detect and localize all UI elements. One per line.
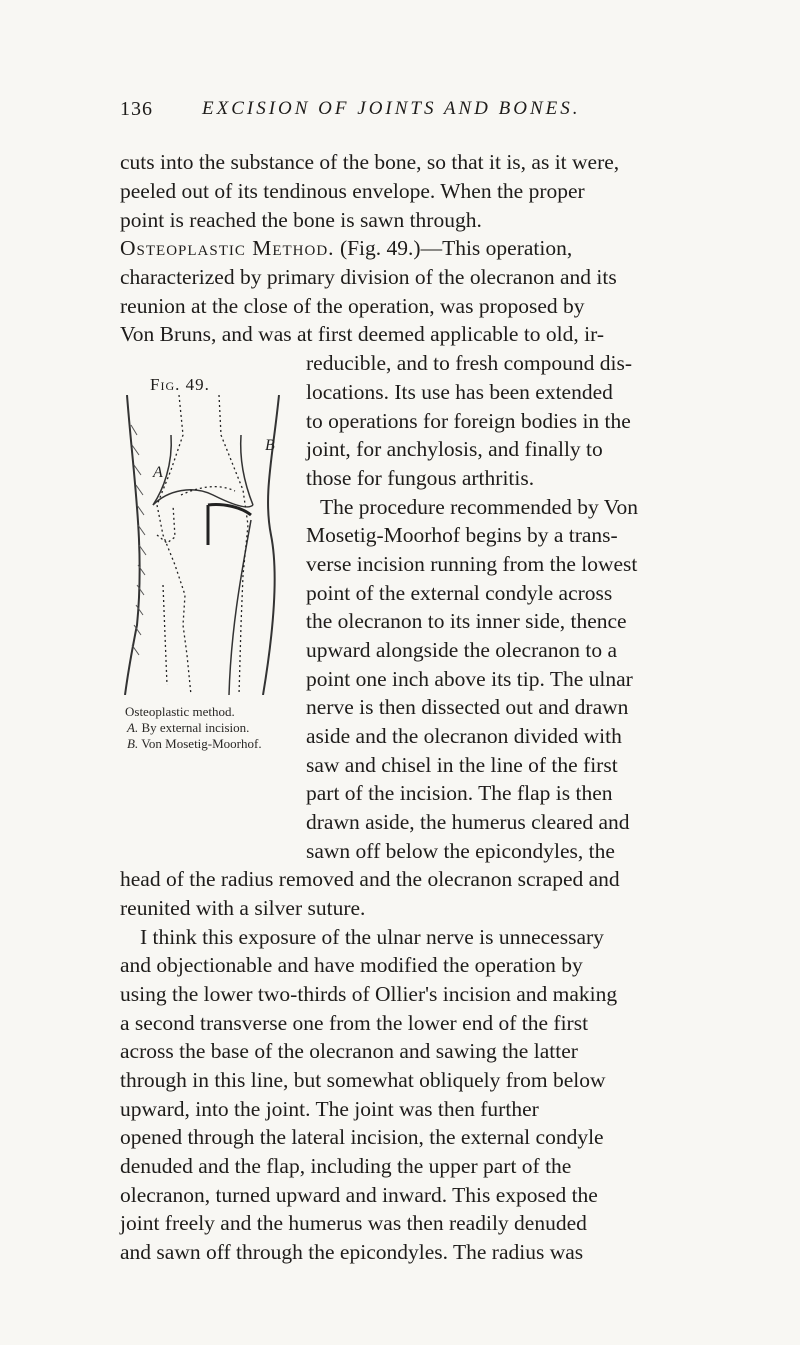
section-line: reunion at the close of the operation, was proposed by: [120, 294, 585, 318]
narrow-line: upward alongside the olecranon to a: [306, 638, 618, 662]
narrow-line: saw and chisel in the line of the first: [306, 753, 618, 777]
figure-letter-b: B: [265, 437, 275, 454]
caption-a-key: A.: [127, 720, 139, 735]
body-line: I think this exposure of the ulnar nerve is unnecessary: [140, 925, 604, 949]
narrow-line: locations. Its use has been extended: [306, 380, 613, 404]
figure-caption-title: Osteoplastic method.: [125, 704, 235, 719]
section-line: characterized by primary division of the olecranon and its: [120, 265, 617, 289]
olecranon-box: [208, 504, 251, 545]
narrow-line: nerve is then dissected out and drawn: [306, 695, 629, 719]
narrow-line: part of the incision. The flap is then: [306, 781, 613, 805]
incision-a-branch: [157, 505, 175, 543]
caption-b-text: Von Mosetig-Moorhof.: [141, 736, 262, 751]
narrow-line: The procedure recommended by Von: [320, 495, 639, 519]
caption-a-text: By external incision.: [141, 720, 250, 735]
arm-outline-left: [125, 395, 140, 695]
elbow-figure: [123, 395, 285, 695]
humerus-outline-right: [241, 435, 253, 505]
body-line: upward, into the joint. The joint was then further: [120, 1097, 539, 1121]
incision-b-cross: [181, 487, 235, 495]
section-line: Von Bruns, and was at first deemed applicable to old, ir-: [120, 322, 605, 346]
narrow-line: drawn aside, the humerus cleared and: [306, 810, 630, 834]
body-line: through in this line, but somewhat obliquely from below: [120, 1068, 606, 1092]
body-line: denuded and the flap, including the upper part of the: [120, 1154, 572, 1178]
figure-label: Fig. 49.: [150, 375, 210, 394]
body-line: reunited with a silver suture.: [120, 896, 366, 920]
narrow-line: the olecranon to its inner side, thence: [306, 609, 627, 633]
body-line: and objectionable and have modified the operation by: [120, 953, 583, 977]
narrow-line: Mosetig-Moorhof begins by a trans-: [306, 523, 618, 547]
narrow-line: verse incision running from the lowest: [306, 552, 638, 576]
page-header: [120, 98, 720, 128]
body-line: using the lower two-thirds of Ollier's incision and making: [120, 982, 618, 1006]
body-line: olecranon, turned upward and inward. This exposed the: [120, 1183, 598, 1207]
page-number: 136: [120, 98, 153, 120]
narrow-line: aside and the olecranon divided with: [306, 724, 622, 748]
body-line: and sawn off through the epicondyles. The radius was: [120, 1240, 584, 1264]
body-line: head of the radius removed and the olecranon scraped and: [120, 867, 620, 891]
body-line: cuts into the substance of the bone, so that it is, as it were,: [120, 150, 620, 174]
narrow-line: to operations for foreign bodies in the: [306, 409, 631, 433]
section-line-first-text: (Fig. 49.)—This operation,: [339, 236, 573, 260]
figure-caption-b: [127, 737, 262, 750]
figure-letter-a: A: [153, 464, 163, 481]
narrow-line: reducible, and to fresh compound dis-: [306, 351, 632, 375]
body-line: across the base of the olecranon and sawing the latter: [120, 1039, 578, 1063]
incision-a: [157, 395, 191, 695]
body-line: joint freely and the humerus was then readily denuded: [120, 1211, 587, 1235]
olecranon-outline: [153, 490, 253, 507]
narrow-line: point of the external condyle across: [306, 581, 613, 605]
body-line: a second transverse one from the lower end of the first: [120, 1011, 589, 1035]
incision-b: [219, 395, 248, 695]
narrow-line: sawn off below the epicondyles, the: [306, 839, 615, 863]
caption-b-key: B.: [127, 736, 139, 751]
narrow-line: those for fungous arthritis.: [306, 466, 535, 490]
body-line: opened through the lateral incision, the external condyle: [120, 1125, 604, 1149]
section-heading: Osteoplastic Method.: [120, 236, 335, 260]
body-line: peeled out of its tendinous envelope. When the proper: [120, 179, 585, 203]
incision-extra: [163, 585, 167, 685]
narrow-line: joint, for anchylosis, and finally to: [306, 437, 603, 461]
ulna-outline: [229, 520, 251, 695]
section-line-first: [120, 238, 572, 260]
body-line: point is reached the bone is sawn through.: [120, 208, 482, 232]
running-title: EXCISION OF JOINTS AND BONES.: [202, 98, 581, 119]
narrow-line: point one inch above its tip. The ulnar: [306, 667, 633, 691]
figure-caption-a: [127, 721, 249, 734]
